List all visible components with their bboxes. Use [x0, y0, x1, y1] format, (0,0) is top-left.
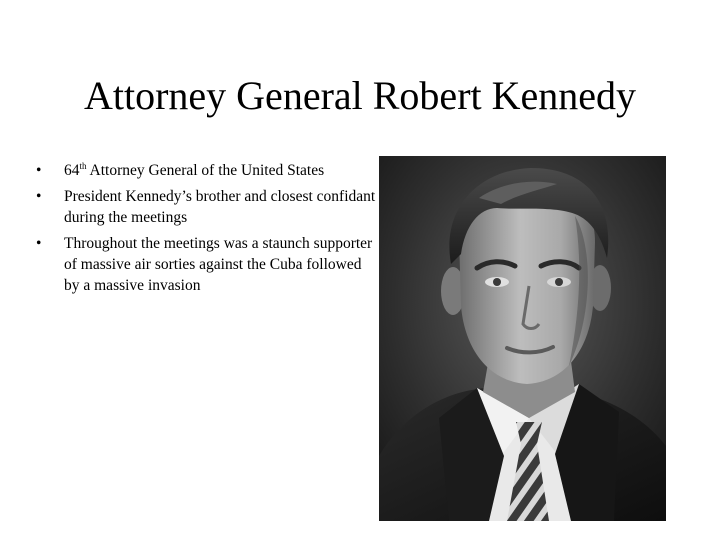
bullet-ordinal-suffix: th [79, 160, 87, 171]
bullet-ordinal-number: 64 [64, 162, 80, 179]
pupil-left [493, 278, 501, 286]
bullet-text: President Kennedy’s brother and closest confidant during the meetings [64, 188, 376, 226]
bullet-item [36, 233, 376, 296]
portrait-illustration [379, 156, 666, 521]
bullet-marker: • [36, 162, 42, 179]
bullet-marker: • [36, 235, 42, 252]
bullet-item [36, 160, 376, 181]
portrait-photo [379, 156, 666, 521]
bullet-text: Throughout the meetings was a staunch supporter of massive air sorties against the Cuba followed by a massive invasion [64, 235, 373, 294]
slide-title: Attorney General Robert Kennedy [83, 73, 637, 118]
bullet-text: Attorney General of the United States [86, 162, 325, 179]
pupil-right [555, 278, 563, 286]
bullet-item [36, 186, 376, 228]
bullet-marker: • [36, 188, 42, 205]
bullet-list [36, 160, 376, 301]
